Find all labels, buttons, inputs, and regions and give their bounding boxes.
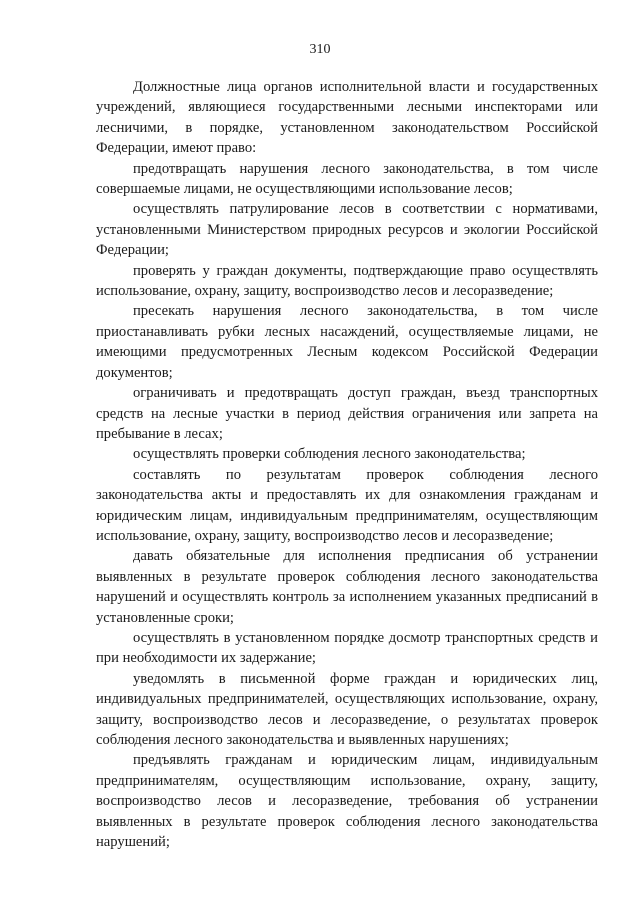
paragraph: осуществлять в установленном порядке досмотр транспортных средств и при необходимости их задержание; <box>96 629 598 667</box>
paragraph: ограничивать и предотвращать доступ граждан, въезд транспортных средств на лесные участки в период действия ограничения или запрета на пребывание в лесах; <box>96 385 598 442</box>
paragraph: пресекать нарушения лесного законодательства, в том числе приостанавливать рубки лесных насаждений, осуществляемые лицами, не имеющими предусмотренных Лесным кодексом Российской Федерации документов; <box>96 303 598 381</box>
paragraph: предъявлять гражданам и юридическим лицам, индивидуальным предпринимателям, осуществляющим использование, охрану, защиту, воспроизводство лесов и лесоразведение, требования об устранении выявленных в результате проверок соблюдения лесного законодательства нарушений; <box>96 752 598 851</box>
paragraph: предотвращать нарушения лесного законодательства, в том числе совершаемые лицами, не осуществляющими использование лесов; <box>96 160 598 198</box>
document-body <box>96 77 598 852</box>
page-number: 310 <box>309 42 331 57</box>
paragraph: проверять у граждан документы, подтверждающие право осуществлять использование, охрану, защиту, воспроизводство лесов и лесоразведение; <box>96 262 598 300</box>
paragraph: уведомлять в письменной форме граждан и юридических лиц, индивидуальных предпринимателей, осуществляющих использование, охрану, защиту, воспроизводство лесов и лесоразведение, о результатах проверок соблюдения лесного законодательства и выявленных нарушениях; <box>96 670 598 748</box>
paragraph-intro: Должностные лица органов исполнительной власти и государственных учреждений, являющиеся государственными лесными инспекторами или лесничими, в порядке, установленном законодательством Российской Федерации, имеют право: <box>96 79 598 157</box>
paragraph: осуществлять проверки соблюдения лесного законодательства; <box>133 446 526 463</box>
paragraph: осуществлять патрулирование лесов в соответствии с нормативами, установленными Министерством природных ресурсов и экологии Российской Федерации; <box>96 201 598 259</box>
paragraph: давать обязательные для исполнения предписания об устранении выявленных в результате проверок соблюдения лесного законодательства нарушений и осуществлять контроль за исполнением указанных предписаний в установленные сроки; <box>96 548 598 626</box>
paragraph: составлять по результатам проверок соблюдения лесного законодательства акты и предоставлять их для ознакомления гражданам и юридическим лицам, индивидуальным предпринимателям, осуществляющим использование, охрану, защиту, воспроизводство лесов и лесоразведение; <box>96 466 598 544</box>
